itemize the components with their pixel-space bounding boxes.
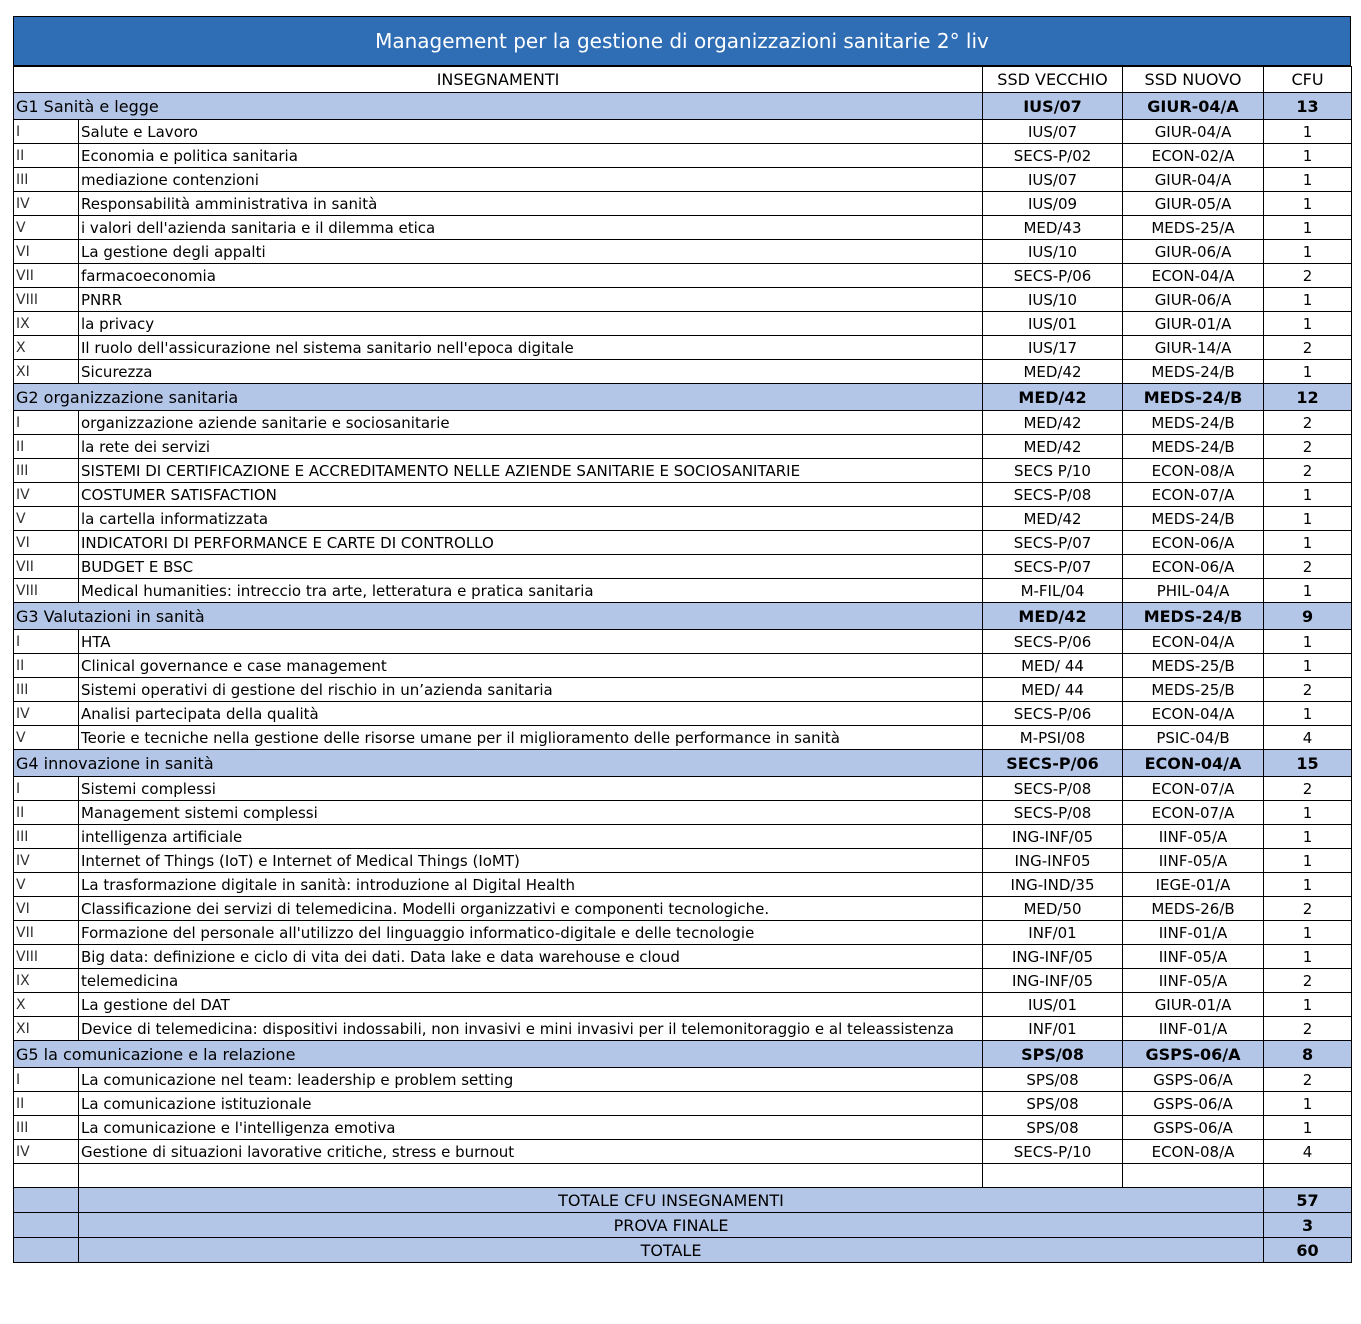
- header-ssd-nuovo: SSD NUOVO: [1123, 67, 1264, 93]
- course-row: [14, 630, 1352, 654]
- course-row: [14, 312, 1352, 336]
- course-ssd-old: SPS/08: [983, 1068, 1123, 1092]
- course-ssd-new: IINF-05/A: [1123, 849, 1264, 873]
- course-ssd-new: GSPS-06/A: [1123, 1116, 1264, 1140]
- course-number: IV: [14, 849, 79, 873]
- course-number: VIII: [14, 288, 79, 312]
- course-row: [14, 555, 1352, 579]
- group-ssd-old: SPS/08: [983, 1041, 1123, 1068]
- course-ssd-new: GIUR-01/A: [1123, 312, 1264, 336]
- course-title: Sistemi complessi: [79, 777, 983, 801]
- group-ssd-old: MED/42: [983, 384, 1123, 411]
- group-name: G1 Sanità e legge: [14, 93, 983, 120]
- course-cfu: 2: [1264, 459, 1352, 483]
- sheet-title: Management per la gestione di organizzazioni sanitarie 2° liv: [13, 16, 1351, 66]
- blank-row: [14, 1164, 1352, 1188]
- blank-cell: [79, 1164, 983, 1188]
- course-title: Gestione di situazioni lavorative critiche, stress e burnout: [79, 1140, 983, 1164]
- course-number: IV: [14, 483, 79, 507]
- course-ssd-new: IINF-01/A: [1123, 921, 1264, 945]
- course-ssd-new: IINF-01/A: [1123, 1017, 1264, 1041]
- course-title: Sicurezza: [79, 360, 983, 384]
- course-number: III: [14, 678, 79, 702]
- course-cfu: 2: [1264, 264, 1352, 288]
- course-ssd-new: MEDS-26/B: [1123, 897, 1264, 921]
- course-title: La trasformazione digitale in sanità: introduzione al Digital Health: [79, 873, 983, 897]
- course-cfu: 2: [1264, 897, 1352, 921]
- header-insegnamenti: INSEGNAMENTI: [14, 67, 983, 93]
- total-spacer-cell: [14, 1238, 79, 1263]
- course-ssd-new: MEDS-25/A: [1123, 216, 1264, 240]
- course-cfu: 1: [1264, 531, 1352, 555]
- group-ssd-new: GIUR-04/A: [1123, 93, 1264, 120]
- course-title: Classificazione dei servizi di telemedicina. Modelli organizzativi e componenti tecnologiche.: [79, 897, 983, 921]
- course-ssd-old: IUS/17: [983, 336, 1123, 360]
- course-cfu: 1: [1264, 483, 1352, 507]
- course-title: organizzazione aziende sanitarie e sociosanitarie: [79, 411, 983, 435]
- course-row: [14, 240, 1352, 264]
- course-row: [14, 1140, 1352, 1164]
- course-number: III: [14, 459, 79, 483]
- course-ssd-old: M-FIL/04: [983, 579, 1123, 603]
- course-cfu: 2: [1264, 1068, 1352, 1092]
- course-row: [14, 435, 1352, 459]
- course-ssd-old: SECS-P/06: [983, 264, 1123, 288]
- course-number: VII: [14, 921, 79, 945]
- total-value: 57: [1264, 1188, 1352, 1213]
- course-number: I: [14, 120, 79, 144]
- course-title: SISTEMI DI CERTIFICAZIONE E ACCREDITAMENTO NELLE AZIENDE SANITARIE E SOCIOSANITARIE: [79, 459, 983, 483]
- blank-cell: [1264, 1164, 1352, 1188]
- group-name: G5 la comunicazione e la relazione: [14, 1041, 983, 1068]
- group-ssd-old: SECS-P/06: [983, 750, 1123, 777]
- course-title: intelligenza artificiale: [79, 825, 983, 849]
- course-row: [14, 1092, 1352, 1116]
- course-cfu: 1: [1264, 144, 1352, 168]
- course-title: la privacy: [79, 312, 983, 336]
- course-cfu: 1: [1264, 507, 1352, 531]
- header-row: [14, 67, 1352, 93]
- group-cfu: 9: [1264, 603, 1352, 630]
- course-cfu: 2: [1264, 777, 1352, 801]
- course-number: V: [14, 216, 79, 240]
- course-cfu: 1: [1264, 120, 1352, 144]
- course-cfu: 1: [1264, 873, 1352, 897]
- course-number: X: [14, 336, 79, 360]
- course-ssd-new: MEDS-24/B: [1123, 507, 1264, 531]
- course-title: Internet of Things (IoT) e Internet of Medical Things (IoMT): [79, 849, 983, 873]
- course-cfu: 1: [1264, 1116, 1352, 1140]
- course-title: i valori dell'azienda sanitaria e il dilemma etica: [79, 216, 983, 240]
- course-cfu: 4: [1264, 726, 1352, 750]
- course-ssd-new: GIUR-06/A: [1123, 240, 1264, 264]
- course-row: [14, 264, 1352, 288]
- course-cfu: 2: [1264, 969, 1352, 993]
- course-cfu: 1: [1264, 192, 1352, 216]
- course-row: [14, 1068, 1352, 1092]
- course-ssd-old: ING-IND/35: [983, 873, 1123, 897]
- course-number: II: [14, 435, 79, 459]
- course-ssd-old: SECS P/10: [983, 459, 1123, 483]
- course-ssd-new: ECON-08/A: [1123, 459, 1264, 483]
- course-number: X: [14, 993, 79, 1017]
- course-title: BUDGET E BSC: [79, 555, 983, 579]
- course-ssd-old: MED/42: [983, 360, 1123, 384]
- course-number: II: [14, 1092, 79, 1116]
- course-number: II: [14, 654, 79, 678]
- course-row: [14, 531, 1352, 555]
- course-number: IV: [14, 192, 79, 216]
- course-row: [14, 360, 1352, 384]
- course-title: la rete dei servizi: [79, 435, 983, 459]
- course-ssd-new: GSPS-06/A: [1123, 1092, 1264, 1116]
- total-spacer-cell: [14, 1188, 79, 1213]
- course-number: VI: [14, 531, 79, 555]
- course-cfu: 4: [1264, 1140, 1352, 1164]
- course-ssd-old: MED/43: [983, 216, 1123, 240]
- course-row: [14, 825, 1352, 849]
- course-title: mediazione contenzioni: [79, 168, 983, 192]
- course-ssd-new: ECON-06/A: [1123, 555, 1264, 579]
- course-ssd-old: MED/ 44: [983, 654, 1123, 678]
- course-cfu: 2: [1264, 1017, 1352, 1041]
- course-cfu: 1: [1264, 579, 1352, 603]
- group-name: G3 Valutazioni in sanità: [14, 603, 983, 630]
- course-number: V: [14, 507, 79, 531]
- course-ssd-new: GIUR-01/A: [1123, 993, 1264, 1017]
- course-ssd-new: GIUR-04/A: [1123, 168, 1264, 192]
- course-ssd-old: M-PSI/08: [983, 726, 1123, 750]
- course-ssd-old: SECS-P/08: [983, 801, 1123, 825]
- course-row: [14, 654, 1352, 678]
- group-row: [14, 384, 1352, 411]
- course-row: [14, 168, 1352, 192]
- group-cfu: 8: [1264, 1041, 1352, 1068]
- course-title: Clinical governance e case management: [79, 654, 983, 678]
- total-label: TOTALE: [79, 1238, 1264, 1263]
- course-cfu: 2: [1264, 435, 1352, 459]
- course-title: Sistemi operativi di gestione del rischio in un’azienda sanitaria: [79, 678, 983, 702]
- course-ssd-old: SECS-P/08: [983, 777, 1123, 801]
- course-ssd-old: IUS/09: [983, 192, 1123, 216]
- course-number: III: [14, 168, 79, 192]
- course-row: [14, 777, 1352, 801]
- course-row: [14, 144, 1352, 168]
- course-row: [14, 678, 1352, 702]
- course-row: [14, 945, 1352, 969]
- course-cfu: 1: [1264, 360, 1352, 384]
- course-ssd-old: INF/01: [983, 1017, 1123, 1041]
- course-ssd-old: SECS-P/06: [983, 702, 1123, 726]
- course-ssd-new: ECON-06/A: [1123, 531, 1264, 555]
- course-ssd-old: MED/42: [983, 507, 1123, 531]
- total-spacer-cell: [14, 1213, 79, 1238]
- course-row: [14, 1116, 1352, 1140]
- course-ssd-new: ECON-04/A: [1123, 264, 1264, 288]
- group-ssd-old: MED/42: [983, 603, 1123, 630]
- course-ssd-old: ING-INF/05: [983, 825, 1123, 849]
- course-title: La comunicazione e l'intelligenza emotiva: [79, 1116, 983, 1140]
- course-ssd-old: SECS-P/07: [983, 555, 1123, 579]
- course-row: [14, 801, 1352, 825]
- course-cfu: 2: [1264, 336, 1352, 360]
- course-ssd-new: ECON-04/A: [1123, 630, 1264, 654]
- course-row: [14, 507, 1352, 531]
- course-ssd-new: GSPS-06/A: [1123, 1068, 1264, 1092]
- course-number: XI: [14, 1017, 79, 1041]
- course-ssd-old: IUS/01: [983, 993, 1123, 1017]
- group-ssd-new: ECON-04/A: [1123, 750, 1264, 777]
- course-title: La gestione del DAT: [79, 993, 983, 1017]
- course-cfu: 1: [1264, 216, 1352, 240]
- course-ssd-new: IINF-05/A: [1123, 945, 1264, 969]
- course-cfu: 2: [1264, 555, 1352, 579]
- table-body: [14, 67, 1352, 1263]
- course-ssd-old: SECS-P/07: [983, 531, 1123, 555]
- course-number: II: [14, 801, 79, 825]
- group-name: G2 organizzazione sanitaria: [14, 384, 983, 411]
- course-ssd-new: IINF-05/A: [1123, 825, 1264, 849]
- course-cfu: 1: [1264, 825, 1352, 849]
- course-row: [14, 921, 1352, 945]
- course-number: V: [14, 726, 79, 750]
- course-title: Device di telemedicina: dispositivi indossabili, non invasivi e mini invasivi per il telemonitoraggio e al teleassistenza: [79, 1017, 983, 1041]
- course-ssd-new: PSIC-04/B: [1123, 726, 1264, 750]
- course-ssd-new: GIUR-05/A: [1123, 192, 1264, 216]
- course-cfu: 2: [1264, 411, 1352, 435]
- course-cfu: 1: [1264, 240, 1352, 264]
- course-title: La gestione degli appalti: [79, 240, 983, 264]
- course-ssd-new: MEDS-24/B: [1123, 360, 1264, 384]
- course-title: Analisi partecipata della qualità: [79, 702, 983, 726]
- course-number: V: [14, 873, 79, 897]
- course-ssd-old: INF/01: [983, 921, 1123, 945]
- course-ssd-old: IUS/01: [983, 312, 1123, 336]
- course-ssd-old: ING-INF05: [983, 849, 1123, 873]
- course-row: [14, 411, 1352, 435]
- group-row: [14, 93, 1352, 120]
- course-ssd-old: IUS/10: [983, 288, 1123, 312]
- course-cfu: 1: [1264, 1092, 1352, 1116]
- course-number: III: [14, 825, 79, 849]
- curriculum-table: [13, 66, 1352, 1263]
- course-ssd-old: ING-INF/05: [983, 945, 1123, 969]
- course-row: [14, 849, 1352, 873]
- course-row: [14, 702, 1352, 726]
- course-number: IX: [14, 312, 79, 336]
- course-title: COSTUMER SATISFACTION: [79, 483, 983, 507]
- course-title: PNRR: [79, 288, 983, 312]
- course-row: [14, 483, 1352, 507]
- group-ssd-old: IUS/07: [983, 93, 1123, 120]
- course-row: [14, 873, 1352, 897]
- course-title: telemedicina: [79, 969, 983, 993]
- course-ssd-old: ING-INF/05: [983, 969, 1123, 993]
- course-number: I: [14, 777, 79, 801]
- group-row: [14, 603, 1352, 630]
- course-title: Economia e politica sanitaria: [79, 144, 983, 168]
- course-number: VI: [14, 897, 79, 921]
- header-ssd-vecchio: SSD VECCHIO: [983, 67, 1123, 93]
- course-number: I: [14, 411, 79, 435]
- course-ssd-new: MEDS-24/B: [1123, 411, 1264, 435]
- course-ssd-new: ECON-08/A: [1123, 1140, 1264, 1164]
- course-number: III: [14, 1116, 79, 1140]
- course-number: II: [14, 144, 79, 168]
- course-row: [14, 459, 1352, 483]
- total-label: PROVA FINALE: [79, 1213, 1264, 1238]
- course-cfu: 1: [1264, 921, 1352, 945]
- course-ssd-new: PHIL-04/A: [1123, 579, 1264, 603]
- course-cfu: 1: [1264, 801, 1352, 825]
- course-row: [14, 897, 1352, 921]
- total-row: [14, 1188, 1352, 1213]
- course-title: Teorie e tecniche nella gestione delle risorse umane per il miglioramento delle performance in sanità: [79, 726, 983, 750]
- course-ssd-new: GIUR-04/A: [1123, 120, 1264, 144]
- course-ssd-old: MED/42: [983, 411, 1123, 435]
- course-title: INDICATORI DI PERFORMANCE E CARTE DI CONTROLLO: [79, 531, 983, 555]
- course-title: farmacoeconomia: [79, 264, 983, 288]
- group-name: G4 innovazione in sanità: [14, 750, 983, 777]
- course-ssd-old: MED/42: [983, 435, 1123, 459]
- course-title: la cartella informatizzata: [79, 507, 983, 531]
- group-cfu: 13: [1264, 93, 1352, 120]
- course-number: VII: [14, 264, 79, 288]
- course-row: [14, 336, 1352, 360]
- blank-cell: [14, 1164, 79, 1188]
- total-row: [14, 1238, 1352, 1263]
- course-cfu: 1: [1264, 630, 1352, 654]
- course-cfu: 1: [1264, 312, 1352, 336]
- course-cfu: 1: [1264, 702, 1352, 726]
- curriculum-sheet: [13, 16, 1351, 1263]
- course-ssd-old: SECS-P/02: [983, 144, 1123, 168]
- course-cfu: 1: [1264, 945, 1352, 969]
- course-title: Salute e Lavoro: [79, 120, 983, 144]
- course-row: [14, 216, 1352, 240]
- course-cfu: 1: [1264, 993, 1352, 1017]
- course-number: VI: [14, 240, 79, 264]
- course-row: [14, 1017, 1352, 1041]
- course-row: [14, 726, 1352, 750]
- course-number: IX: [14, 969, 79, 993]
- course-row: [14, 993, 1352, 1017]
- course-ssd-new: MEDS-24/B: [1123, 435, 1264, 459]
- group-cfu: 15: [1264, 750, 1352, 777]
- total-value: 3: [1264, 1213, 1352, 1238]
- course-title: Il ruolo dell'assicurazione nel sistema sanitario nell'epoca digitale: [79, 336, 983, 360]
- course-row: [14, 288, 1352, 312]
- course-ssd-new: ECON-02/A: [1123, 144, 1264, 168]
- course-number: I: [14, 1068, 79, 1092]
- course-row: [14, 579, 1352, 603]
- course-ssd-new: ECON-07/A: [1123, 777, 1264, 801]
- group-ssd-new: MEDS-24/B: [1123, 603, 1264, 630]
- group-row: [14, 750, 1352, 777]
- course-ssd-new: IEGE-01/A: [1123, 873, 1264, 897]
- course-number: XI: [14, 360, 79, 384]
- course-ssd-new: MEDS-25/B: [1123, 654, 1264, 678]
- course-number: IV: [14, 1140, 79, 1164]
- course-ssd-new: GIUR-06/A: [1123, 288, 1264, 312]
- course-number: IV: [14, 702, 79, 726]
- course-ssd-old: SPS/08: [983, 1116, 1123, 1140]
- course-number: VIII: [14, 945, 79, 969]
- group-row: [14, 1041, 1352, 1068]
- course-ssd-old: SECS-P/10: [983, 1140, 1123, 1164]
- course-ssd-old: MED/50: [983, 897, 1123, 921]
- course-ssd-new: ECON-07/A: [1123, 801, 1264, 825]
- course-title: La comunicazione istituzionale: [79, 1092, 983, 1116]
- course-ssd-old: MED/ 44: [983, 678, 1123, 702]
- course-ssd-old: SPS/08: [983, 1092, 1123, 1116]
- total-value: 60: [1264, 1238, 1352, 1263]
- course-cfu: 2: [1264, 678, 1352, 702]
- course-ssd-new: IINF-05/A: [1123, 969, 1264, 993]
- course-number: VII: [14, 555, 79, 579]
- course-ssd-new: MEDS-25/B: [1123, 678, 1264, 702]
- course-ssd-old: SECS-P/06: [983, 630, 1123, 654]
- course-title: Big data: definizione e ciclo di vita dei dati. Data lake e data warehouse e cloud: [79, 945, 983, 969]
- group-ssd-new: GSPS-06/A: [1123, 1041, 1264, 1068]
- course-ssd-old: SECS-P/08: [983, 483, 1123, 507]
- course-ssd-old: IUS/07: [983, 120, 1123, 144]
- course-title: HTA: [79, 630, 983, 654]
- course-row: [14, 120, 1352, 144]
- group-ssd-new: MEDS-24/B: [1123, 384, 1264, 411]
- total-row: [14, 1213, 1352, 1238]
- course-ssd-old: IUS/10: [983, 240, 1123, 264]
- course-cfu: 1: [1264, 168, 1352, 192]
- course-title: La comunicazione nel team: leadership e problem setting: [79, 1068, 983, 1092]
- course-ssd-new: GIUR-14/A: [1123, 336, 1264, 360]
- group-cfu: 12: [1264, 384, 1352, 411]
- course-title: Management sistemi complessi: [79, 801, 983, 825]
- course-title: Responsabilità amministrativa in sanità: [79, 192, 983, 216]
- course-number: VIII: [14, 579, 79, 603]
- blank-cell: [983, 1164, 1123, 1188]
- course-title: Formazione del personale all'utilizzo del linguaggio informatico-digitale e delle tecnologie: [79, 921, 983, 945]
- course-cfu: 1: [1264, 654, 1352, 678]
- course-row: [14, 192, 1352, 216]
- course-ssd-new: ECON-04/A: [1123, 702, 1264, 726]
- header-cfu: CFU: [1264, 67, 1352, 93]
- course-cfu: 1: [1264, 849, 1352, 873]
- total-label: TOTALE CFU INSEGNAMENTI: [79, 1188, 1264, 1213]
- course-number: I: [14, 630, 79, 654]
- course-row: [14, 969, 1352, 993]
- course-cfu: 1: [1264, 288, 1352, 312]
- blank-cell: [1123, 1164, 1264, 1188]
- course-ssd-old: IUS/07: [983, 168, 1123, 192]
- course-title: Medical humanities: intreccio tra arte, letteratura e pratica sanitaria: [79, 579, 983, 603]
- course-ssd-new: ECON-07/A: [1123, 483, 1264, 507]
